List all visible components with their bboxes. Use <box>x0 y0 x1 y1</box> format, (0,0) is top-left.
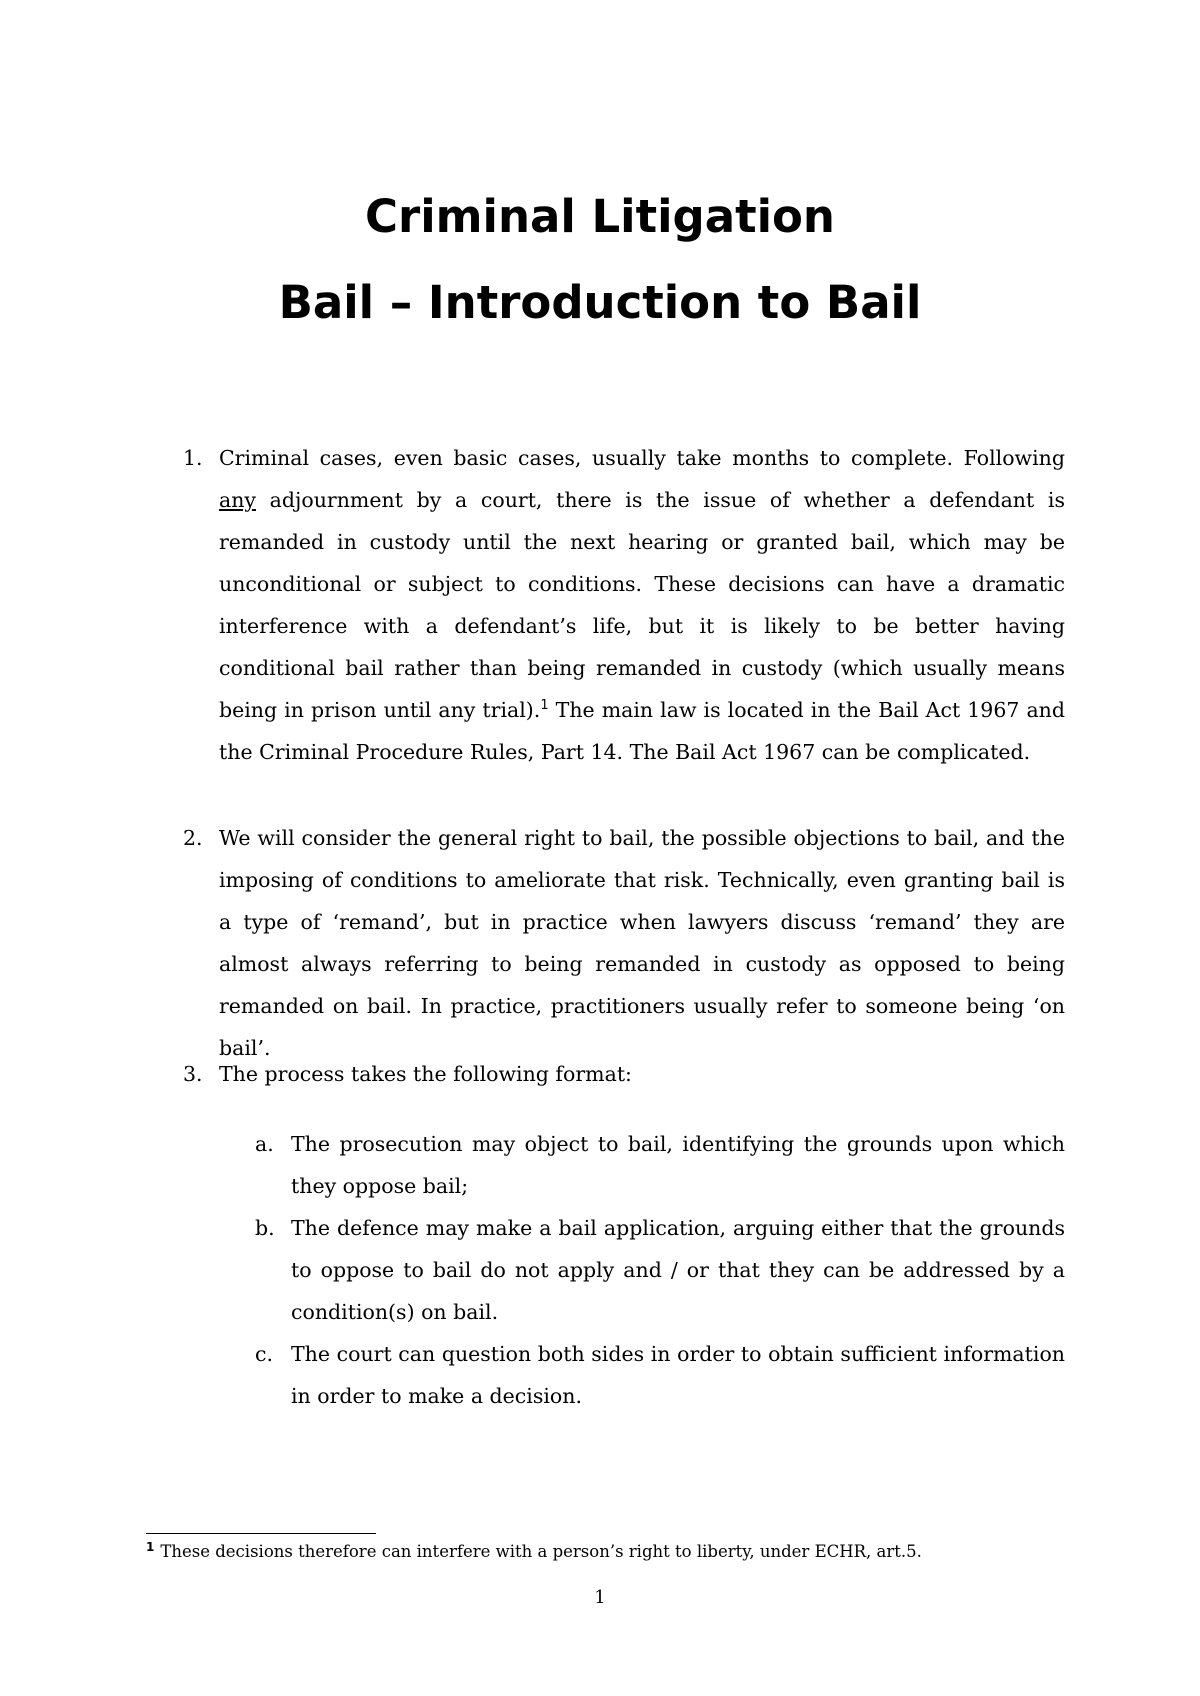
footnote-mark: 1 <box>146 1539 155 1554</box>
footnote-reference[interactable]: 1 <box>540 698 549 714</box>
document-title: Criminal Litigation <box>365 190 835 243</box>
numbered-paragraph-2 <box>183 817 1065 1069</box>
footnote-separator <box>146 1533 376 1534</box>
paragraph-text-part: Criminal cases, even basic cases, usually take months to complete. Following <box>219 446 1065 470</box>
sub-item-c <box>255 1333 1065 1417</box>
paragraph-text <box>219 437 1065 773</box>
paragraph-number: 1. <box>183 446 203 470</box>
sub-item-letter: c. <box>255 1342 273 1366</box>
numbered-paragraph-1 <box>183 437 1065 773</box>
sub-item-text: The prosecution may object to bail, identifying the grounds upon which they oppose bail; <box>291 1132 1065 1198</box>
sub-item-a <box>255 1123 1065 1207</box>
sub-item-letter: b. <box>255 1216 275 1240</box>
document-subtitle: Bail – Introduction to Bail <box>278 276 922 329</box>
footnote <box>146 1540 1066 1564</box>
footnote-text: These decisions therefore can interfere with a person’s right to liberty, under ECHR, art.5. <box>160 1542 922 1561</box>
paragraph-number: 2. <box>183 826 203 850</box>
page-number: 1 <box>594 1587 606 1608</box>
paragraph-text: The process takes the following format: <box>219 1062 632 1086</box>
sub-item-letter: a. <box>255 1132 274 1156</box>
paragraph-number: 3. <box>183 1062 203 1086</box>
sub-item-b <box>255 1207 1065 1333</box>
paragraph-text: We will consider the general right to bail, the possible objections to bail, and the imposing of conditions to ameliorate that risk. Technically, even granting bail is a type of ‘remand’, but in practice when lawyers discuss ‘remand’ they are almost always referring to being remanded in custody as opposed to being remanded on bail. In practice, practitioners usually refer to someone being ‘on bail’. <box>219 826 1065 1060</box>
paragraph-text-part: The main law is located in the Bail Act 1967 and the Criminal Procedure Rules, Part 14. The Bail Act 1967 can be complicated. <box>219 698 1066 764</box>
paragraph-text-part: adjournment by a court, there is the issue of whether a defendant is remanded in custody until the next hearing or granted bail, which may be unconditional or subject to conditions. These decisions can have a dramatic interference with a defendant’s life, but it is likely to be better having conditional bail rather than being remanded in custody (which usually means being in prison until any trial). <box>219 488 1065 722</box>
sub-item-text: The court can question both sides in order to obtain sufficient information in order to make a decision. <box>291 1342 1065 1408</box>
sub-item-text: The defence may make a bail application, arguing either that the grounds to oppose to bail do not apply and / or that they can be addressed by a condition(s) on bail. <box>291 1216 1065 1324</box>
underlined-word: any <box>219 488 257 512</box>
numbered-paragraph-3 <box>183 1053 1065 1095</box>
